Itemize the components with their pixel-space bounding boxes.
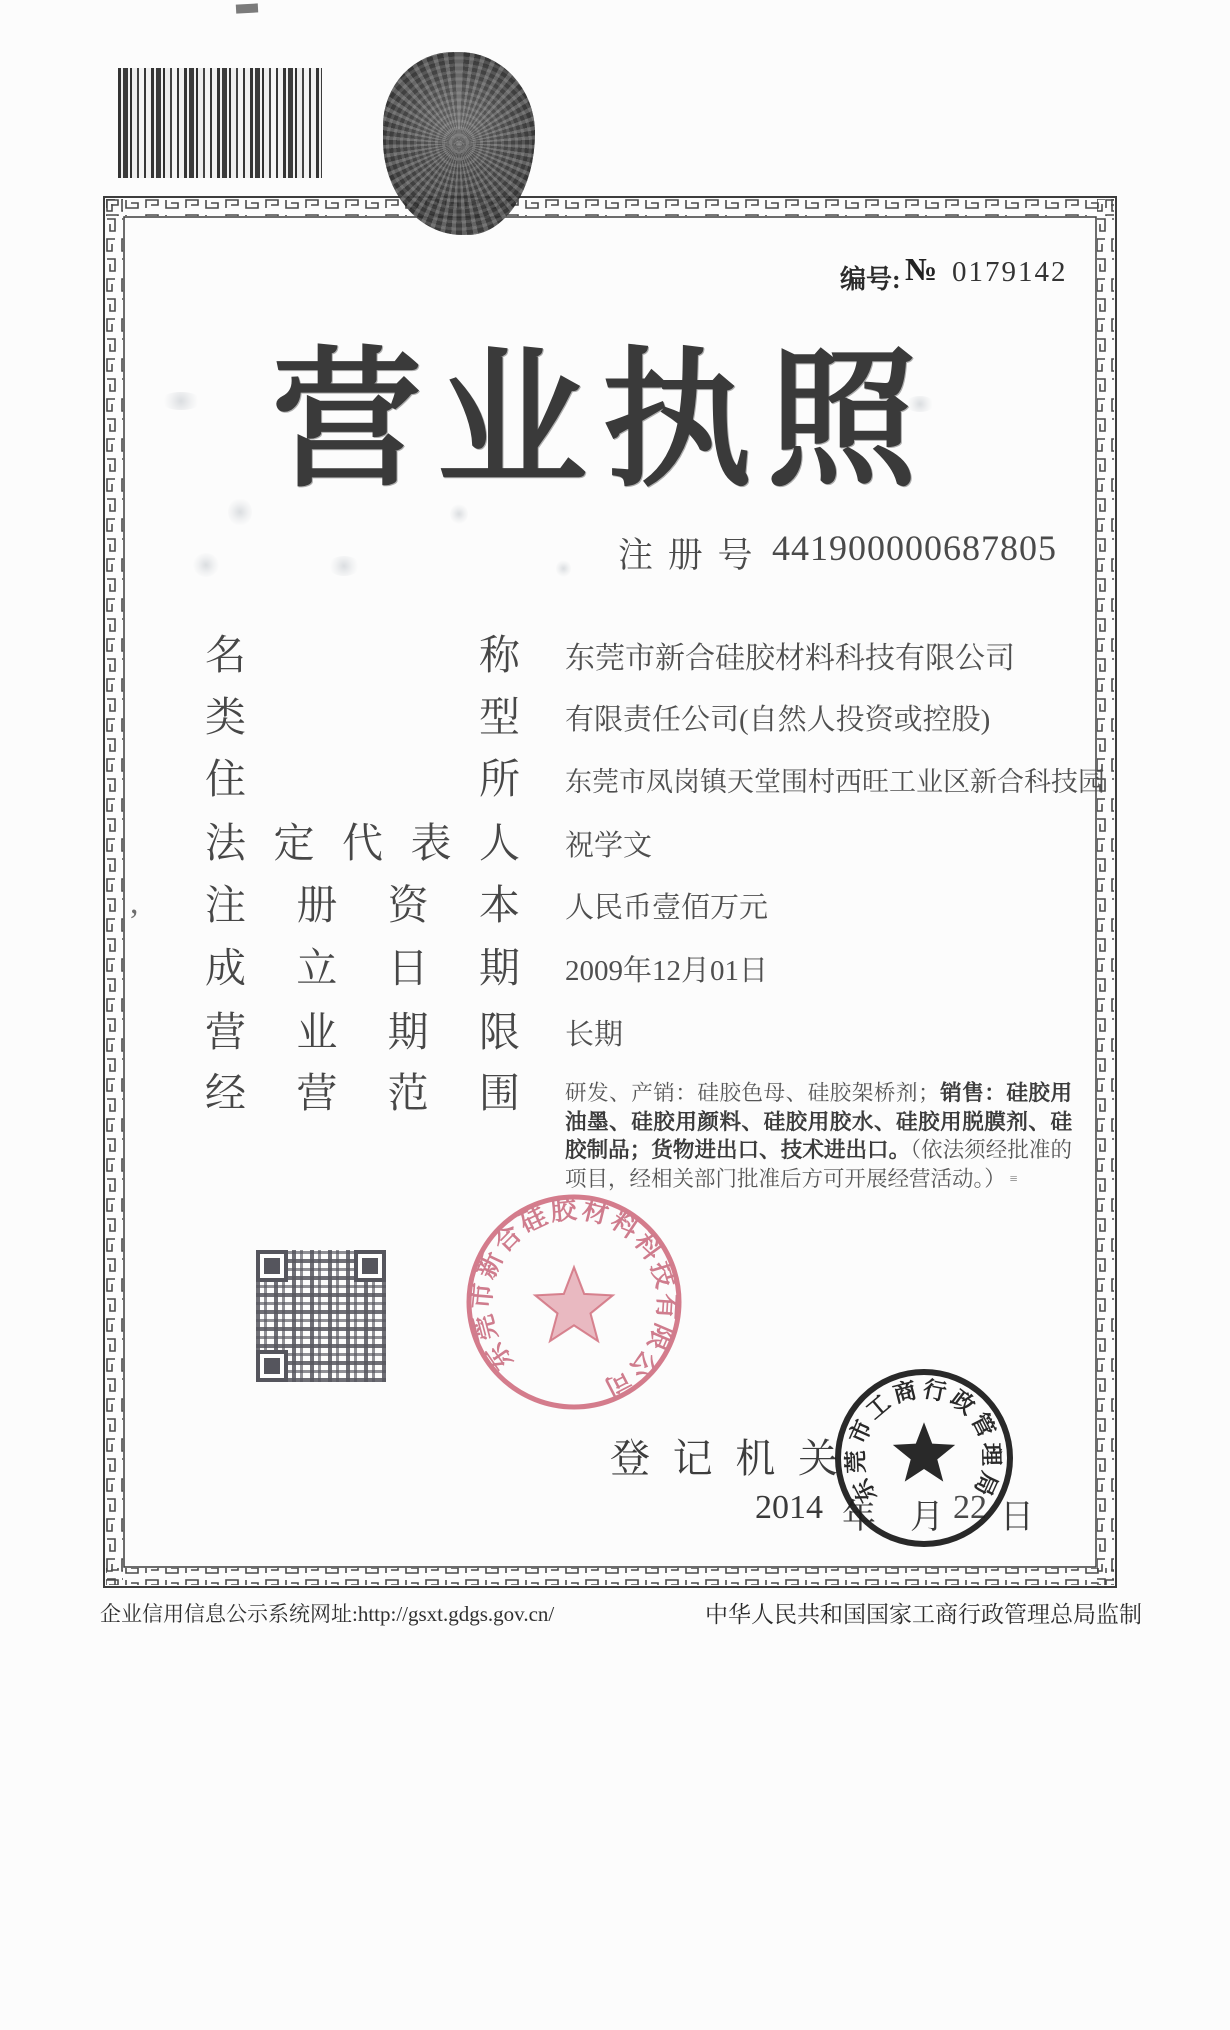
- title-char: 执: [601, 339, 752, 505]
- national-emblem-icon: [383, 52, 535, 235]
- field-value: 人民币壹佰万元: [565, 891, 769, 924]
- field-label: 法 定 代 表 人: [205, 819, 520, 866]
- black-seal-text: 东莞市工商行政管理局: [843, 1376, 1004, 1507]
- field-value: 东莞市新合硅胶材料科技有限公司: [565, 642, 1015, 675]
- scope-text: 研发、产销：硅胶色母、硅胶架桥剂；: [565, 1081, 940, 1105]
- scan-mark: ,: [130, 884, 139, 921]
- red-seal-text: 东莞市新合硅胶材料科技有限公司: [466, 1194, 683, 1405]
- date-month-unit: 月: [910, 1499, 944, 1536]
- serial-number: 0179142: [952, 256, 1068, 288]
- field-label: 成 立 日 期: [205, 944, 520, 991]
- field-row-term: [0, 1005, 1230, 1059]
- date-year-unit: 年: [842, 1499, 876, 1536]
- field-value: 祝学文: [565, 829, 653, 862]
- qr-code-icon: [256, 1250, 386, 1382]
- company-red-seal: [458, 1186, 690, 1418]
- footer-public-info-url: 企业信用信息公示系统网址:http://gsxt.gdgs.gov.cn/: [100, 1602, 555, 1626]
- star-icon: [535, 1267, 613, 1341]
- serial-prefix: №: [905, 251, 938, 287]
- qr-finder-icon: [354, 1250, 386, 1282]
- registry-black-seal: [830, 1365, 1020, 1555]
- field-row-established: [0, 941, 1230, 995]
- scan-artifact: [236, 3, 258, 13]
- field-row-address: [0, 752, 1230, 806]
- field-value: 长期: [565, 1018, 624, 1051]
- field-label: 类 型: [205, 693, 520, 740]
- title-char: 营: [272, 339, 423, 505]
- field-row-type: [0, 690, 1230, 744]
- title-char: 照: [766, 339, 917, 505]
- field-value-scope: [565, 1079, 1072, 1197]
- date-year: 2014: [755, 1489, 823, 1526]
- date-day: 22: [953, 1489, 987, 1526]
- serial-label: 编号:: [840, 265, 901, 294]
- regno-label: 注 册 号: [618, 536, 756, 575]
- field-value: 东莞市凤岗镇天堂围村西旺工业区新合科技园: [565, 766, 1105, 797]
- date-day-unit: 日: [1000, 1499, 1034, 1536]
- page-title: [272, 338, 917, 506]
- regno-value: 441900000687805: [772, 528, 1057, 568]
- field-label: 营 业 期 限: [205, 1008, 520, 1055]
- barcode-icon: [118, 68, 322, 178]
- field-value: 2009年12月01日: [565, 954, 769, 987]
- scope-text: （依法须经批准的项目，经相关部门批准后方可开展经营活动。）: [565, 1138, 1072, 1191]
- field-label: 经 营 范 围: [205, 1070, 520, 1116]
- field-row-capital: [0, 878, 1230, 932]
- field-value: 有限责任公司(自然人投资或控股): [565, 703, 991, 736]
- registrar-label: 登 记 机 关: [610, 1436, 838, 1481]
- field-label: 住 所: [205, 755, 520, 802]
- scope-text-bold: 销售：硅胶用油墨、硅胶用颜料、硅胶用胶水、硅胶用脱膜剂、硅胶制品；货物进出口、技术进出口。: [565, 1081, 1072, 1162]
- field-label: 注 册 资 本: [205, 881, 520, 928]
- star-icon: [893, 1422, 955, 1481]
- title-char: 业: [436, 339, 587, 505]
- qr-finder-icon: [256, 1350, 288, 1382]
- footer-issuer: 中华人民共和国国家工商行政管理总局监制: [705, 1602, 1142, 1627]
- field-label: 名 称: [205, 631, 520, 678]
- field-row-legal-rep: [0, 816, 1230, 870]
- field-row-name: [0, 628, 1230, 682]
- qr-finder-icon: [256, 1250, 288, 1282]
- scan-mark: ≡: [1009, 1171, 1018, 1187]
